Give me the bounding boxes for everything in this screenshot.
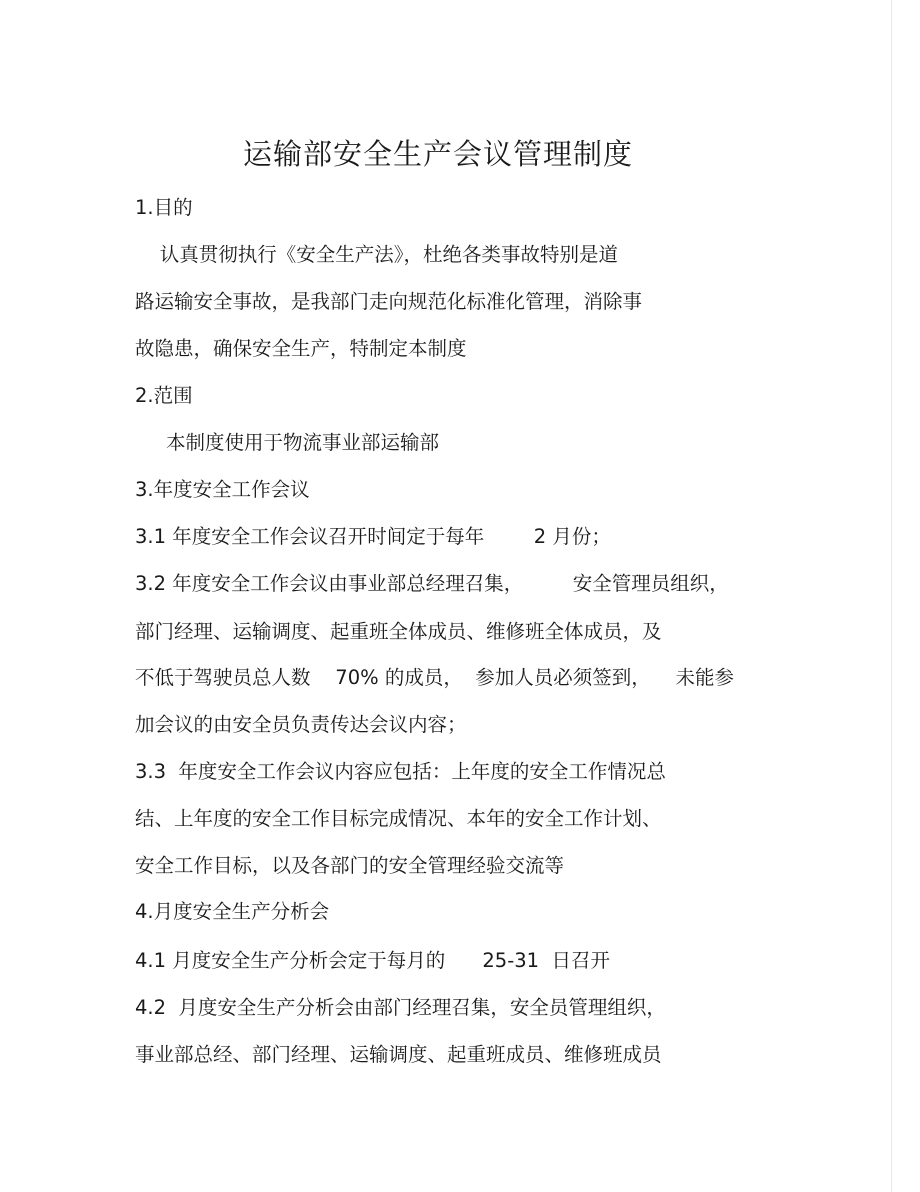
paragraph-line: 本制度使用于物流事业部运输部 — [135, 431, 439, 454]
clause-4-2: 4.2 月度安全生产分析会由部门经理召集，安全员管理组织， — [135, 996, 666, 1019]
paragraph-line: 加会议的由安全员负责传达会议内容； — [135, 713, 467, 736]
section-heading-purpose: 1.目的 — [135, 196, 193, 219]
clause-3-2: 3.2 年度安全工作会议由事业部总经理召集， 安全管理员组织， — [135, 572, 729, 595]
paragraph-line: 路运输安全事故，是我部门走向规范化标准化管理，消除事 — [135, 290, 643, 313]
section-heading-annual-meeting: 3.年度安全工作会议 — [135, 478, 310, 501]
paragraph-line: 认真贯彻执行《安全生产法》，杜绝各类事故特别是道 — [135, 243, 619, 266]
paragraph-line: 不低于驾驶员总人数 70% 的成员， 参加人员必须签到， 未能参 — [135, 666, 735, 689]
clause-3-1: 3.1 年度安全工作会议召开时间定于每年 2 月份； — [135, 525, 611, 548]
section-heading-monthly-meeting: 4.月度安全生产分析会 — [135, 900, 330, 923]
clause-4-1: 4.1 月度安全生产分析会定于每月的 25-31 日召开 — [135, 949, 610, 972]
paragraph-line: 结、上年度的安全工作目标完成情况、本年的安全工作计划、 — [135, 807, 662, 830]
paragraph-line: 安全工作目标，以及各部门的安全管理经验交流等 — [135, 854, 565, 877]
document-title: 运输部安全生产会议管理制度 — [242, 137, 633, 171]
page-edge — [891, 0, 892, 1192]
paragraph-line: 故隐患，确保安全生产，特制定本制度 — [135, 337, 467, 360]
section-heading-scope: 2.范围 — [135, 384, 193, 407]
paragraph-line: 部门经理、运输调度、起重班全体成员、维修班全体成员，及 — [135, 620, 662, 643]
paragraph-line: 事业部总经、部门经理、运输调度、起重班成员、维修班成员 — [135, 1043, 662, 1066]
clause-3-3: 3.3 年度安全工作会议内容应包括：上年度的安全工作情况总 — [135, 760, 666, 783]
